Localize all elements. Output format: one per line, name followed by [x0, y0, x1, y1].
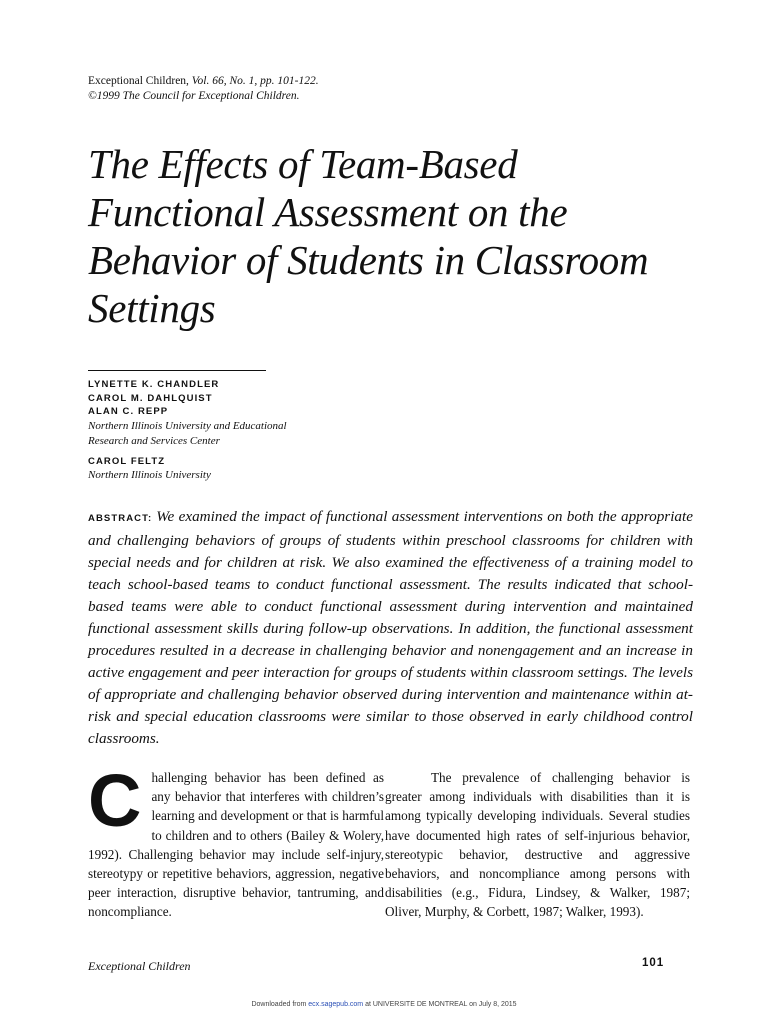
drop-cap: C	[88, 759, 142, 842]
author-name: CAROL M. DAHLQUIST	[88, 392, 213, 404]
download-suffix: at UNIVERSITE DE MONTREAL on July 8, 2015	[363, 1001, 517, 1008]
author-affiliation: Northern Illinois University	[88, 469, 211, 482]
abstract	[88, 506, 693, 750]
article-title: The Effects of Team-Based Functional Assessment on the Behavior of Students in Classroom Settings	[88, 141, 649, 331]
body-paragraph: hallenging behavior has been defined as any behavior that interferes with children’s learning and development or that is harmful to children and to others (Bailey & Wolery, 1992). Challenging behavior may include self-injury, stereotypy or repetitive behaviors, aggression, negative peer interaction, disruptive behavior, tantruming, and noncompliance.	[88, 770, 384, 920]
title-divider	[88, 370, 266, 371]
download-notice	[0, 1001, 768, 1008]
download-link[interactable]: ecx.sagepub.com	[308, 1001, 364, 1008]
journal-name: Exceptional Children,	[88, 75, 192, 87]
author-name: LYNETTE K. CHANDLER	[88, 379, 220, 390]
volume-info: Vol. 66, No. 1, pp. 101-122.	[191, 75, 319, 87]
author-name: ALAN C. REPP	[88, 406, 169, 418]
author-name: CAROL FELTZ	[88, 455, 166, 467]
author-list	[88, 378, 308, 483]
body-column-left	[88, 759, 384, 922]
abstract-label: ABSTRACT:	[88, 513, 153, 524]
copyright-line: ©1999 The Council for Exceptional Children.	[88, 90, 300, 102]
abstract-text: We examined the impact of functional assessment interventions on both the appropriate and challenging behaviors of groups of students within preschool classrooms for children with special needs and for children at risk. We also examined the effectiveness of a training model to teach school-based teams to conduct functional assessment. The results indicated that school-based teams were able to conduct functional assessment during intervention and maintained functional assessment skills during follow-up observations. In addition, the functional assessment procedures resulted in a decrease in challenging behavior and nonengagement and an increase in active engagement and peer interaction for groups of students within classroom settings. The levels of appropriate and challenging behavior observed during intervention and maintenance within at-risk and special education classrooms were similar to those observed in early childhood control classrooms.	[88, 508, 693, 747]
body-column-right	[385, 768, 690, 922]
footer-journal-name: Exceptional Children	[88, 959, 191, 973]
author-affiliation: Northern Illinois University and Educational Research and Services Center	[88, 419, 287, 447]
journal-citation	[88, 74, 319, 89]
body-paragraph: The prevalence of challenging behavior is greater among individuals with disabilities than it is among typically developing individuals. Several studies have documented high rates of self-injurious behavior, stereotypic behavior, destructive and aggressive behaviors, and noncompliance among persons with disabilities (e.g., Fidura, Lindsey, & Walker, 1987; Oliver, Murphy, & Corbett, 1987; Walker, 1993).	[385, 770, 690, 920]
download-prefix: Downloaded from	[251, 1001, 309, 1008]
page-number: 101	[642, 957, 665, 969]
